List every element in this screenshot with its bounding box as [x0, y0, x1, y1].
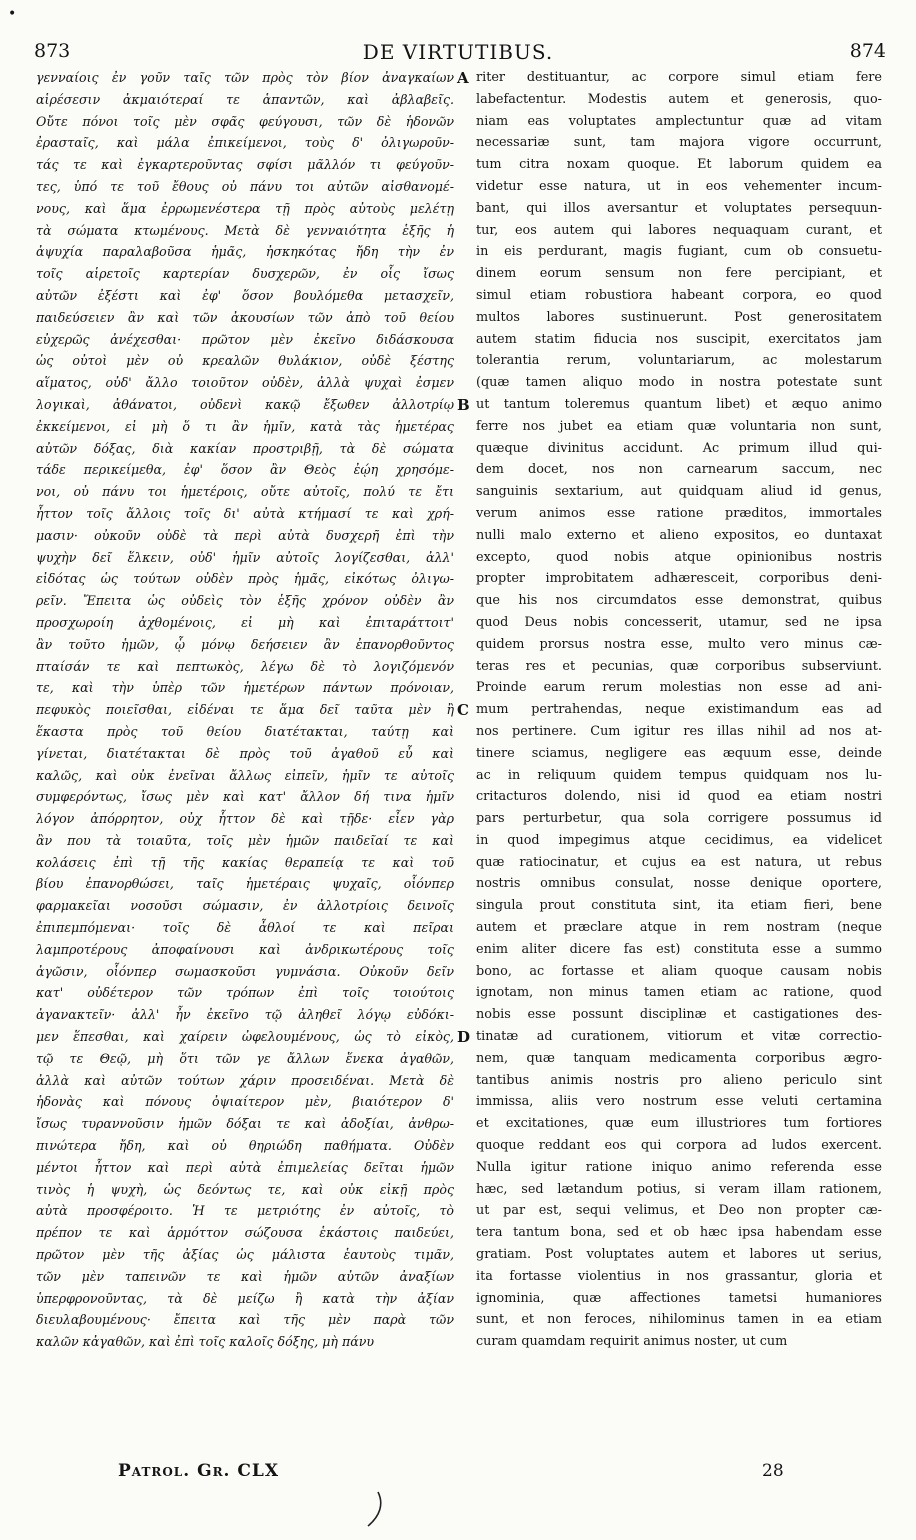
latin-text-line: excepto, quod nobis atque opinionibus nostris [476, 549, 882, 565]
latin-text-line: nos pertinere. Cum igitur res illas nihil ad nos at- [476, 723, 882, 739]
greek-text-line: πρῶτον μὲν τῆς ἀξίας ὡς μάλιστα ἑαυτοὺς τιμᾶν, [36, 1247, 454, 1263]
section-marker: D [457, 1028, 471, 1047]
greek-text-line: φαρμακεῖαι νοσοῦσι σώμασιν, ἐν ἀλλοτρίοις δεινοῖς [36, 898, 454, 914]
greek-text-line: συμφερόντως, ἴσως μὲν καὶ κατ' ἄλλον δή τινα ἡμῖν [36, 789, 454, 805]
greek-text-line: ἂν τοῦτο ἡμῶν, ᾧ μόνῳ δεήσειεν ἂν ἐπανορθοῦντος [36, 636, 454, 652]
greek-text-line: ψυχὴν δεῖ ἕλκειν, οὐδ' ἡμῖν αὐτοῖς λογίζεσθαι, ἀλλ' [36, 549, 454, 565]
greek-text-line: τοῖς αἱρετοῖς καρτερίαν δυσχερῶν, ἐν οἷς ἴσως [36, 266, 454, 282]
latin-text-line: sunt, et non feroces, nihilominus tamen in ea etiam [476, 1312, 882, 1328]
page-number-right: 874 [849, 40, 886, 62]
greek-text-line: αἵματος, οὐδ' ἄλλο τοιοῦτον οὐδὲν, ἀλλὰ ψυχαὶ ἐσμεν [36, 375, 454, 391]
latin-text-line: tolerantia rerum, voluntariarum, ac molestarum [476, 353, 882, 369]
greek-text-line: τάδε περικείμεθα, ἐφ' ὅσον ἂν Θεὸς ἐῴη χρησόμε- [36, 462, 454, 478]
greek-text-line: τινὸς ἡ ψυχὴ, ὡς δεόντως τε, καὶ οὐκ εἰκῇ πρὸς [36, 1181, 454, 1197]
greek-text-line: ἐρασταῖς, καὶ μάλα ἐπικείμενοι, τοὺς δ' ὀλιγωροῦν- [36, 135, 454, 151]
latin-text-line: critacturos dolendo, nisi id quod ea etiam nostri [476, 789, 882, 805]
greek-text-line: τὰ σώματα κτωμένους. Μετὰ δὲ γενναιότητα ἑξῆς ἡ [36, 222, 454, 238]
greek-text-line: ἴσως τυραννοῦσιν ἡμῶν δόξαι τε καὶ ἀδοξίαι, ἀνθρω- [36, 1116, 454, 1132]
greek-text-line: ἡδονὰς καὶ πόνους ὀψιαίτερον μὲν, βιαιότερον δ' [36, 1094, 454, 1110]
greek-text-line: ρεῖν. Ἔπειτα ὡς οὐδεὶς τὸν ἑξῆς χρόνον οὐδὲν ἂν [36, 593, 454, 609]
latin-text-line: necessariæ sunt, tam majora vigore occurrunt, [476, 135, 882, 151]
latin-text-line: simul etiam robustiora habeant corpora, eo quod [476, 287, 882, 303]
latin-text-line: dem docet, nos non carnearum saccum, nec [476, 462, 882, 478]
latin-text-line: tur, eos autem qui labores nequaquam curant, et [476, 222, 882, 238]
greek-text-line: ὡς οὐτοὶ μὲν οὐ κρεαλῶν θυλάκιον, οὐδὲ ξέστης [36, 353, 454, 369]
latin-text-line: ferre nos jubet ea etiam quæ voluntaria non sunt, [476, 418, 882, 434]
greek-text-line: προσχωροίη ἀχθομένοις, εἰ μὴ καὶ ἐπιταράττοιτ' [36, 614, 454, 630]
section-marker: C [457, 701, 469, 720]
page-number-left: 873 [34, 40, 71, 62]
greek-text-line: ἂν που τὰ τοιαῦτα, τοῖς μὲν ἡμῶν παιδεῖαί τε καὶ [36, 832, 454, 848]
latin-text-line: ut par est, sequi velimus, et Deo non propter cæ- [476, 1203, 882, 1219]
section-marker: B [457, 396, 470, 414]
greek-text-line: πρέπον τε καὶ ἁρμόττον σώζουσα ἑκάστοις παιδεύει, [36, 1225, 454, 1241]
latin-text-line: quæque divinitus accidunt. Ac primum illud qui- [476, 440, 882, 456]
greek-text-line: διευλαβουμένους· ἔπειτα καὶ τῆς μὲν παρὰ τῶν [36, 1312, 454, 1328]
greek-column [36, 67, 454, 1353]
greek-text-line: καλῶν κἀγαθῶν, καὶ ἐπὶ τοῖς καλοῖς δόξης, μὴ πάνυ [36, 1334, 375, 1350]
latin-text-line: verum animos esse ratione præditos, immortales [476, 505, 882, 521]
latin-text-line: dinem eorum sensum non fere percipiant, et [476, 266, 882, 282]
stray-dot: • [8, 6, 17, 22]
latin-text-line: bant, qui illos aversantur et voluptates persequun- [476, 200, 882, 216]
greek-text-line: ἀγῶσιν, οἷόνπερ σωμασκοῦσι γυμνάσια. Οὐκοῦν δεῖν [36, 963, 454, 979]
latin-text-line: in quod impegimus atque cecidimus, ea videlicet [476, 832, 882, 848]
latin-text-line: gratiam. Post voluptates autem et labores ut serius, [476, 1247, 882, 1263]
greek-text-line: παιδεύσειεν ἂν καὶ τῶν ἀκουσίων τῶν ἀπὸ τοῦ θείου [36, 309, 454, 325]
latin-text-line: tinere sciamus, negligere eas æquum esse, deinde [476, 745, 882, 761]
greek-text-line: πινώτερα ἤδη, καὶ οὐ θηριώδη παθήματα. Οὐδὲν [36, 1138, 454, 1154]
latin-text-line: quæ ratiocinatur, et cujus ea est natura, ut rebus [476, 854, 882, 870]
latin-text-line: nobis esse possunt disciplinæ et castigationes des- [476, 1007, 882, 1023]
latin-text-line: autem statim fiducia nos suscipit, exercitatos jam [476, 331, 882, 347]
latin-text-line: curam quamdam requirit animus noster, ut cum [476, 1334, 788, 1350]
latin-text-line: que his nos circumdatos esse demonstrat, quibus [476, 593, 882, 609]
latin-text-line: et excitationes, quæ eum illustriores tum fortiores [476, 1116, 882, 1132]
latin-text-line: tum citra noxam quoque. Et laborum quidem ea [476, 157, 882, 173]
greek-text-line: αὐτὰ προσφέροιτο. Ἡ τε μετριότης ἐν αὐτοῖς, τὸ [36, 1203, 454, 1219]
latin-text-line: tinatæ ad curationem, vitiorum et vitæ correctio- [476, 1029, 882, 1045]
greek-text-line: γίνεται, διατέτακται δὲ πρὸς τοῦ ἀγαθοῦ εὖ καὶ [36, 745, 454, 761]
greek-text-line: ἀλλὰ καὶ αὐτῶν τούτων χάριν προσειδέναι. Μετὰ δὲ [36, 1072, 454, 1088]
latin-column [476, 67, 882, 1353]
greek-text-line: εὐχερῶς ἀνέχεσθαι· πρῶτον μὲν ἐκεῖνο διδάσκουσα [36, 331, 454, 347]
greek-text-line: καλῶς, καὶ οὐκ ἐνεῖναι ἄλλως εἰπεῖν, ἡμῖν τε αὐτοῖς [36, 767, 454, 783]
greek-text-line: μεν ἕπεσθαι, καὶ χαίρειν ὠφελουμένους, ὡς τὸ εἰκὸς, [36, 1029, 454, 1045]
greek-text-line: βίου ἐπανορθώσει, ταῖς ἡμετέραις ψυχαῖς, οἷόνπερ [36, 876, 454, 892]
latin-text-line: riter destituantur, ac corpore simul etiam fere [476, 70, 882, 85]
greek-text-line: ἀψυχία παραλαβοῦσα ἡμᾶς, ἠσκηκότας ἤδη τὴν ἐν [36, 244, 454, 260]
greek-text-line: μασιν· οὐκοῦν οὐδὲ τὰ περὶ αὐτὰ δυσχερῆ ἐπὶ τὴν [36, 527, 454, 543]
greek-text-line: μέντοι ἧττον καὶ περὶ αὐτὰ ἐπιμελείας δεῖται ἡμῶν [36, 1159, 454, 1175]
greek-text-line: ἀγανακτεῖν· ἀλλ' ἦν ἐκεῖνο τῷ ἀληθεῖ λόγῳ εὐδόκι- [36, 1007, 454, 1023]
latin-text-line: labefactentur. Modestis autem et generosis, quo- [476, 91, 882, 107]
page-header [0, 40, 916, 66]
section-marker: A [457, 69, 469, 87]
greek-text-line: κατ' οὐδέτερον τῶν τρόπων ἐπὶ τοῖς τοιούτοις [36, 985, 454, 1001]
greek-text-line: γενναίοις ἐν γοῦν ταῖς τῶν πρὸς τὸν βίον ἀναγκαίων [36, 70, 454, 85]
greek-text-line: Οὔτε πόνοι τοῖς μὲν σφᾶς φεύγουσι, τῶν δὲ ἡδονῶν [36, 113, 454, 129]
greek-text-line: αὐτῶν δόξας, διὰ κακίαν προστριβῇ, τὰ δὲ σώματα [36, 440, 454, 456]
greek-text-line: ἐκκείμενοι, εἰ μὴ ὅ τι ἂν ἡμῖν, κατὰ τὰς ἡμετέρας [36, 418, 454, 434]
greek-text-line: εἰδότας ὡς τούτων οὐδὲν πρὸς ἡμᾶς, εἰκότως ὀλιγω- [36, 571, 454, 587]
greek-text-line: ἕκαστα πρὸς τοῦ θείου διατέτακται, ταύτῃ καὶ [36, 723, 454, 739]
footer-signature: 28 [762, 1461, 784, 1481]
latin-text-line: ita fortasse violentius in nos grassantur, gloria et [476, 1268, 882, 1284]
greek-text-line: τῶν μὲν ταπεινῶν τε καὶ ἡμῶν αὐτῶν ἀναξίων [36, 1268, 454, 1284]
greek-text-line: λογικαὶ, ἀθάνατοι, οὐδενὶ κακῷ ἔξωθεν ἀλλοτρίῳ [36, 396, 454, 412]
latin-text-line: nulli malo externo et alieno expositos, eo duntaxat [476, 527, 882, 543]
latin-text-line: multos labores sustinuerunt. Post generositatem [476, 309, 882, 325]
latin-text-line: propter improbitatem adhæresceit, corporibus deni- [476, 571, 882, 587]
running-title: DE VIRTUTIBUS. [362, 40, 554, 64]
latin-text-line: autem et præclare atque in rem nostram (neque [476, 920, 882, 936]
latin-text-line: immissa, aliis vero nostrum esse veluti certamina [476, 1094, 882, 1110]
latin-text-line: tantibus animis nostris pro alieno periculo sint [476, 1072, 882, 1088]
latin-text-line: pars perturbetur, qua sola corrigere possumus id [476, 811, 882, 827]
latin-text-line: (quæ tamen aliquo modo in nostra potestate sunt [476, 375, 882, 391]
pen-mark [364, 1490, 388, 1530]
latin-text-line: enim aliter dicere fas est) constituta esse a summo [476, 941, 882, 957]
greek-text-line: ὑπερφρονοῦντας, τὰ δὲ μείζω ἢ κατὰ τὴν ἀξίαν [36, 1290, 454, 1306]
greek-text-line: νοι, οὐ πάνυ τοι ἡμετέροις, οὔτε αὐτοῖς, πολύ τε ἔτι [36, 484, 454, 500]
latin-text-line: bono, ac fortasse et aliam quoque causam nobis [476, 963, 882, 979]
latin-text-line: in eis perdurant, magis fugiant, cum ob consuetu- [476, 244, 882, 260]
footer-patrologia: Patrol. Gr. CLX [118, 1461, 280, 1481]
latin-text-line: ignotam, non minus tamen etiam ac ratione, quod [476, 985, 882, 1001]
latin-text-line: sanguinis sextarium, aut quidquam aliud id genus, [476, 484, 882, 500]
latin-text-line: videtur esse natura, ut in eos vehementer incum- [476, 178, 882, 194]
latin-text-line: niam eas voluptates amplectuntur quæ ad vitam [476, 113, 882, 129]
greek-text-line: αἱρέσεσιν ἀκμαιότεραί τε ἁπαντῶν, καὶ ἀβλαβεῖς. [36, 91, 454, 107]
greek-text-line: κολάσεις ἐπὶ τῇ τῆς κακίας θεραπείᾳ τε καὶ τοῦ [36, 854, 454, 870]
greek-text-line: τῷ τε Θεῷ, μὴ ὅτι τῶν γε ἄλλων ἕνεκα ἀγαθῶν, [36, 1050, 454, 1066]
latin-text-line: tera tantum bona, sed et ob hæc ipsa habendam esse [476, 1225, 882, 1241]
greek-text-line: νους, καὶ ἅμα ἐρρωμενέστερα τῇ πρὸς αὐτοὺς μελέτῃ [36, 200, 454, 216]
latin-text-line: ignominia, quæ affectiones tametsi humaniores [476, 1290, 882, 1306]
latin-text-line: ut tantum toleremus quantum libet) et æquo animo [476, 396, 882, 412]
latin-text-line: Nulla igitur ratione iniquo animo referenda esse [476, 1159, 882, 1175]
greek-text-line: πταίσάν τε καὶ πεπτωκὸς, λέγω δὲ τὸ λογιζόμενόν [36, 658, 454, 674]
latin-text-line: singula prout constituta sint, ita etiam fieri, bene [476, 898, 882, 914]
latin-text-line: Proinde earum rerum molestias non esse ad ani- [476, 680, 882, 696]
greek-text-line: αὐτῶν ἐξέστι καὶ ἐφ' ὅσον βουλόμεθα μετασχεῖν, [36, 287, 454, 303]
latin-text-line: hæc, sed lætandum potius, si veram illam rationem, [476, 1181, 882, 1197]
greek-text-line: λαμπροτέρους ἀποφαίνουσι καὶ ἀνδρικωτέρους τοῖς [36, 941, 454, 957]
latin-text-line: quod Deus nobis concesserit, utamur, sed ne ipsa [476, 614, 882, 630]
greek-text-line: λόγον ἀπόρρητον, οὐχ ἧττον δὲ καὶ τῇδε· εἶεν γὰρ [36, 811, 454, 827]
latin-text-line: ac in reliquum quidem tempus quidquam nos lu- [476, 767, 882, 783]
latin-text-line: quoque reddant eos qui corpora ad ludos exercent. [476, 1138, 882, 1154]
greek-text-line: ἧττον τοῖς ἄλλοις τοῖς δι' αὐτὰ κτήμασί τε καὶ χρή- [36, 505, 454, 521]
greek-text-line: τες, ὑπό τε τοῦ ἔθους οὐ πάνυ τοι αὐτῶν αἰσθανομέ- [36, 178, 454, 194]
greek-text-line: τε, καὶ τὴν ὑπὲρ τῶν ἡμετέρων πάντων πρόνοιαν, [36, 680, 454, 696]
latin-text-line: quidem prorsus nostra esse, multo vero minus cæ- [476, 636, 882, 652]
latin-text-line: teras res et pecunias, quæ corporibus subserviunt. [476, 658, 882, 674]
greek-text-line: τάς τε καὶ ἐγκαρτεροῦντας σφίσι μᾶλλόν τι φεύγοῦν- [36, 157, 454, 173]
greek-text-line: πεφυκὸς ποιεῖσθαι, εἰδέναι τε ἅμα δεῖ ταῦτα μὲν ἢ [36, 702, 454, 718]
latin-text-line: nostris omnibus consulat, nosse denique oportere, [476, 876, 882, 892]
greek-text-line: ἐπιπεμπόμεναι· τοῖς δὲ ἆθλοί τε καὶ πεῖραι [36, 920, 454, 936]
latin-text-line: mum pertrahendas, neque existimandum eas ad [476, 702, 882, 718]
latin-text-line: nem, quæ tanquam medicamenta corporibus ægro- [476, 1050, 882, 1066]
